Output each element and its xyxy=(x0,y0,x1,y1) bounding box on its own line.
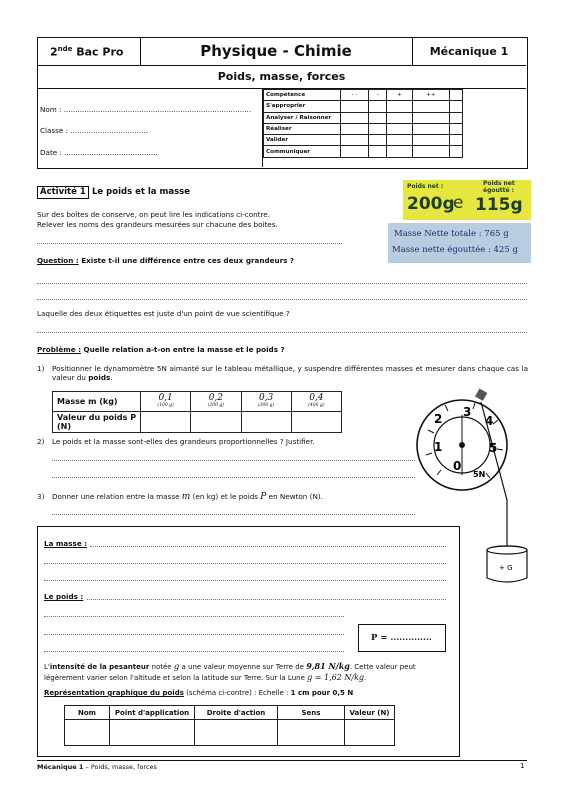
step-text: Le poids et la masse sont-elles des grandeurs proportionnelles ? Justifier. xyxy=(52,437,315,446)
mass-table xyxy=(52,391,342,433)
question2: Laquelle des deux étiquettes est juste d'un point de vue scientifique ? xyxy=(37,309,290,318)
table-cell[interactable] xyxy=(195,720,278,746)
photo-text: Poids net égoutté : xyxy=(483,180,515,194)
competence-row: Réaliser xyxy=(264,123,341,134)
competence-row: S'approprier xyxy=(264,101,341,112)
mass-value: 0,4 xyxy=(309,393,324,403)
activity-box: Activité 1 xyxy=(37,186,89,199)
dial-number: 5 xyxy=(489,441,498,455)
question-label: Question : Existe t-il une différence entre ces deux grandeurs ? xyxy=(37,256,295,265)
answer-line[interactable] xyxy=(44,651,344,652)
mass-value: 0,1 xyxy=(158,393,173,403)
intro-line: Sur des boîtes de conserve, on peut lire les indications ci-contre. xyxy=(37,210,270,219)
weight-cell[interactable] xyxy=(291,412,341,433)
answer-line[interactable] xyxy=(52,477,415,478)
mass-value: 0,3 xyxy=(258,393,274,403)
class-field[interactable]: Classe : .................................. xyxy=(40,126,149,135)
gravity-text: légèrement varier selon l'altitude et selon la latitude sur Terre. Sur la Lune g = 1,62 N/kg. xyxy=(44,673,367,682)
weight-cell[interactable] xyxy=(141,412,191,433)
dial-number: 3 xyxy=(463,405,472,419)
table-cell[interactable] xyxy=(110,720,195,746)
photo-text: Poids net : xyxy=(407,183,444,190)
page-subtitle: Poids, masse, forces xyxy=(217,70,346,83)
answer-line[interactable] xyxy=(87,599,446,600)
masse-label: La masse : xyxy=(44,539,88,548)
answer-line[interactable] xyxy=(37,243,342,244)
answer-line[interactable] xyxy=(44,616,344,617)
competence-header: Compétence xyxy=(264,90,341,101)
yellow-label-photo xyxy=(403,180,531,220)
competence-table xyxy=(263,89,463,158)
mass-row-label: Valeur du poids P (N) xyxy=(53,412,141,433)
footer-text: Mécanique 1 – Poids, masse, forces xyxy=(37,763,157,771)
answer-line[interactable] xyxy=(44,580,446,581)
photo-text: e xyxy=(453,193,464,213)
mass-grams: (100 g) xyxy=(157,403,174,408)
chapter-label: Mécanique 1 xyxy=(429,45,509,58)
level-col: + xyxy=(387,90,412,101)
mass-row-label: Masse m (kg) xyxy=(53,392,141,412)
answer-line[interactable] xyxy=(37,332,527,333)
table-cell[interactable] xyxy=(65,720,110,746)
answer-line[interactable] xyxy=(37,299,527,300)
name-field[interactable]: Nom : .................................................................................. xyxy=(40,105,252,114)
footer-rule xyxy=(37,760,527,761)
activity-title: Le poids et la masse xyxy=(92,187,190,197)
table-header: Sens xyxy=(278,706,345,720)
blue-label-photo xyxy=(388,223,531,263)
step-number: 2) xyxy=(37,437,45,446)
level-col: - - xyxy=(341,90,369,101)
dial-unit: 5N xyxy=(473,470,486,479)
gravity-text: L'intensité de la pesanteur notée g a une valeur moyenne sur Terre de 9,81 N/kg. Cette valeur peut xyxy=(44,661,416,672)
poids-label: Le poids : xyxy=(44,592,84,601)
answer-line[interactable] xyxy=(44,634,344,635)
mass-grams: (200 g) xyxy=(207,403,225,408)
dial-number: 4 xyxy=(485,414,494,428)
formula-box[interactable] xyxy=(358,624,446,652)
problem-label: Problème : Quelle relation a-t-on entre la masse et le poids ? xyxy=(37,345,285,354)
answer-line[interactable] xyxy=(90,546,446,547)
level-col: ++ xyxy=(412,90,449,101)
competence-row: Valider xyxy=(264,135,341,146)
step-text: Donner une relation entre la masse m (en kg) et le poids P en Newton (N). xyxy=(52,492,323,502)
table-header: Point d'application xyxy=(110,706,195,720)
intro-line: Relever les noms des grandeurs mesurées sur chacune des boites. xyxy=(37,220,278,229)
table-header: Nom xyxy=(65,706,110,720)
level-label: 2nde Bac Pro xyxy=(50,45,124,59)
photo-text: 200g xyxy=(407,194,455,214)
table-cell[interactable] xyxy=(278,720,345,746)
answer-line[interactable] xyxy=(44,563,446,564)
dial-number: 2 xyxy=(434,412,443,426)
mass-grams: (300 g) xyxy=(257,403,275,408)
weight-label: + G xyxy=(499,564,513,572)
competence-row: Communiquer xyxy=(264,146,341,157)
step-number: 1) xyxy=(37,364,45,373)
step-number: 3) xyxy=(37,492,45,501)
weight-cell[interactable] xyxy=(241,412,291,433)
step-text: Positionner le dynamomètre 5N aimanté sur le tableau métallique, y suspendre différentes masses et mesurer dans chaque cas la valeur du poids. xyxy=(52,364,528,382)
page-number: 1 xyxy=(520,762,525,770)
answer-line[interactable] xyxy=(52,514,415,515)
formula-text: P = .............. xyxy=(371,633,432,643)
photo-text: 115g xyxy=(475,195,523,215)
table-header: Valeur (N) xyxy=(345,706,395,720)
page-title: Physique - Chimie xyxy=(200,42,352,60)
level-col: - xyxy=(369,90,387,101)
date-field[interactable]: Date : ......................................... xyxy=(40,148,158,157)
mass-grams: (400 g) xyxy=(308,403,325,408)
dial-number: 0 xyxy=(453,459,462,473)
representation-label: Représentation graphique du poids (schéma ci-contre) : Echelle : 1 cm pour 0,5 N xyxy=(44,689,354,697)
photo-text: Masse nette égouttée : 425 g xyxy=(392,245,518,255)
table-header: Droite d'action xyxy=(195,706,278,720)
mass-value: 0,2 xyxy=(208,393,224,403)
photo-text: Masse Nette totale : 765 g xyxy=(394,229,509,239)
table-cell[interactable] xyxy=(345,720,395,746)
answer-line[interactable] xyxy=(37,283,527,284)
weight-cell[interactable] xyxy=(191,412,241,433)
force-table xyxy=(64,705,395,746)
dial-number: 1 xyxy=(434,440,443,454)
competence-row: Analyser / Raisonner xyxy=(264,112,341,123)
answer-line[interactable] xyxy=(52,460,415,461)
